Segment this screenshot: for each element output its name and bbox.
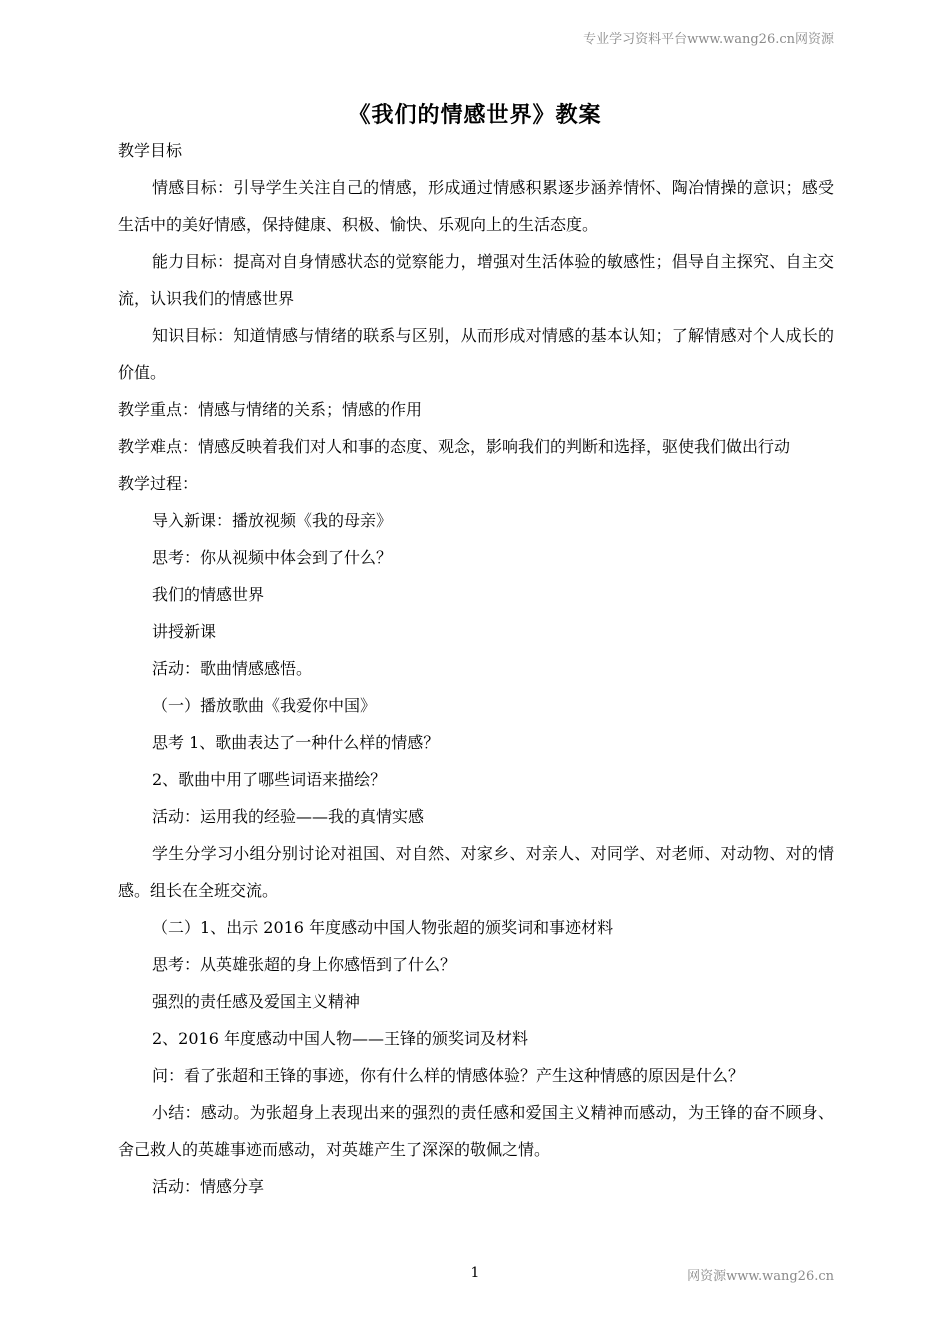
paragraph: 小结：感动。为张超身上表现出来的强烈的责任感和爱国主义精神而感动，为王锋的奋不顾身、舍己救人的英雄事迹而感动，对英雄产生了深深的敬佩之情。 (118, 1103, 834, 1159)
paragraph: 思考：从英雄张超的身上你感悟到了什么？ (152, 955, 457, 974)
paragraph: 教学难点：情感反映着我们对人和事的态度、观念，影响我们的判断和选择，驱使我们做出行动 (118, 437, 791, 456)
paragraph: 思考：你从视频中体会到了什么？ (152, 548, 393, 567)
paragraph: 我们的情感世界 (152, 585, 265, 604)
paragraph: 能力目标：提高对自身情感状态的觉察能力，增强对生活体验的敏感性；倡导自主探究、自主交流，认识我们的情感世界 (118, 252, 834, 308)
paragraph: （二）1、出示 2016 年度感动中国人物张超的颁奖词和事迹材料 (152, 918, 614, 937)
paragraph: 教学重点：情感与情绪的关系；情感的作用 (118, 400, 423, 419)
paragraph: 问：看了张超和王锋的事迹，你有什么样的情感体验？产生这种情感的原因是什么？ (152, 1066, 745, 1085)
paragraph: 知识目标：知道情感与情绪的联系与区别，从而形成对情感的基本认知；了解情感对个人成长的价值。 (118, 326, 834, 382)
paragraph: （一）播放歌曲《我爱你中国》 (152, 696, 377, 715)
paragraph: 强烈的责任感及爱国主义精神 (152, 992, 361, 1011)
paragraph: 活动：运用我的经验——我的真情实感 (152, 807, 425, 826)
paragraph: 教学目标 (118, 141, 183, 160)
paragraph: 学生分学习小组分别讨论对祖国、对自然、对家乡、对亲人、对同学、对老师、对动物、对的情感。组长在全班交流。 (118, 844, 834, 900)
document-title: 《我们的情感世界》教案 (348, 102, 602, 128)
paragraph: 2、歌曲中用了哪些词语来描绘？ (152, 770, 387, 789)
paragraph: 导入新课：播放视频《我的母亲》 (152, 511, 393, 530)
page-number: 1 (470, 1265, 480, 1281)
footer-watermark: 网资源www.wang26.cn (687, 1269, 834, 1284)
paragraph: 讲授新课 (152, 622, 217, 641)
paragraph: 教学过程： (118, 474, 199, 493)
paragraph: 思考 1、歌曲表达了一种什么样的情感？ (152, 733, 440, 752)
paragraph: 活动：情感分享 (152, 1177, 265, 1196)
paragraph: 2、2016 年度感动中国人物——王锋的颁奖词及材料 (152, 1029, 528, 1048)
paragraph: 情感目标：引导学生关注自己的情感，形成通过情感积累逐步涵养情怀、陶冶情操的意识；感受生活中的美好情感，保持健康、积极、愉快、乐观向上的生活态度。 (118, 178, 834, 234)
paragraph: 活动：歌曲情感感悟。 (152, 659, 313, 678)
document-body (118, 132, 834, 1205)
header-watermark: 专业学习资料平台www.wang26.cn网资源 (583, 32, 834, 47)
